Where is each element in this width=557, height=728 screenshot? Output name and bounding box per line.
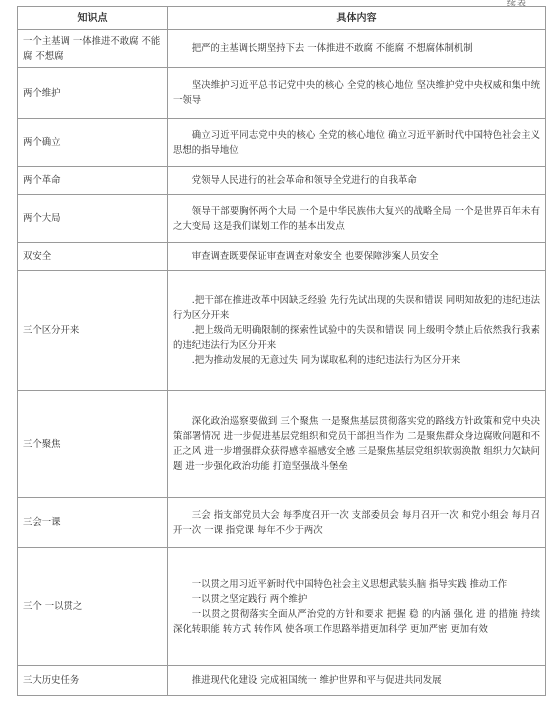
content-cell	[168, 119, 546, 167]
table-row	[18, 666, 546, 696]
content-cell	[168, 548, 546, 666]
content-line: 一以贯之用习近平新时代中国特色社会主义思想武装头脑 指导实践 推动工作	[191, 578, 508, 590]
content-line: 审查调查既要保证审查调查对象安全 也要保障涉案人员安全	[191, 251, 439, 262]
table-row	[18, 391, 546, 498]
knowledge-point-cell: 一个主基调 一体推进不敢腐 不能腐 不想腐	[18, 30, 168, 68]
content-line: .把为推动发展的无意过失 同为谋取私利的违纪违法行为区分开来	[191, 355, 461, 366]
content-line: .把干部在推进改革中因缺乏经验 先行先试出现的失误和错误 同明知故犯的违纪违法行为区分开来	[173, 295, 540, 321]
table-row	[18, 271, 546, 391]
content-line: 深化政治巡察要做到 三个聚焦 一是聚焦基层贯彻落实党的路线方针政策和党中央决策部署情况 进一步促进基层党组织和党员干部担当作为 二是聚焦群众身边腐败问题和不正之风 进一步增强群众获得感幸福感安全感 三是聚焦基层党组织软弱涣散 组织力欠缺问题 进一步强化政治功能 打造坚强战斗堡垒	[173, 416, 540, 472]
table-row	[18, 195, 546, 243]
content-cell	[168, 666, 546, 696]
knowledge-point-cell: 两个大局	[18, 195, 168, 243]
knowledge-point-cell: 三个聚焦	[18, 391, 168, 498]
knowledge-point-cell: 三个区分开来	[18, 271, 168, 391]
header-knowledge-point: 知识点	[18, 7, 168, 30]
table-header-row	[18, 7, 546, 30]
knowledge-point-cell: 三大历史任务	[18, 666, 168, 696]
header-content: 具体内容	[168, 7, 546, 30]
content-cell	[168, 30, 546, 68]
table-row	[18, 167, 546, 195]
content-cell	[168, 271, 546, 391]
content-line: 推进现代化建设 完成祖国统一 维护世界和平与促进共同发展	[191, 675, 442, 686]
content-cell	[168, 391, 546, 498]
knowledge-point-cell: 两个确立	[18, 119, 168, 167]
page-continuation-label: 续表	[506, 0, 527, 9]
content-line: 坚决维护习近平总书记党中央的核心 全党的核心地位 坚决维护党中央权威和集中统一领导	[173, 80, 540, 106]
table-row	[18, 119, 546, 167]
content-line: 党领导人民进行的社会革命和领导全党进行的自我革命	[191, 175, 417, 186]
content-cell	[168, 498, 546, 548]
table-row	[18, 30, 546, 68]
content-line: .把上级尚无明确限制的探索性试验中的失误和错误 同上级明令禁止后依然我行我素的违纪违法行为区分开来	[173, 325, 540, 351]
content-cell	[168, 243, 546, 271]
content-line: 一以贯之坚定践行 两个维护	[191, 593, 308, 605]
knowledge-point-cell: 两个维护	[18, 68, 168, 119]
content-line: 领导干部要胸怀两个大局 一个是中华民族伟大复兴的战略全局 一个是世界百年未有之大变局 这是我们谋划工作的基本出发点	[173, 205, 540, 232]
table-row	[18, 548, 546, 666]
table-row	[18, 68, 546, 119]
table-row	[18, 498, 546, 548]
content-line: 确立习近平同志党中央的核心 全党的核心地位 确立习近平新时代中国特色社会主义思想的指导地位	[173, 129, 540, 156]
content-line: 一以贯之贯彻落实全面从严治党的方针和要求 把握 稳 的内涵 强化 进 的措施 持续深化转职能 转方式 转作风 使各项工作思路举措更加科学 更加严密 更加有效	[173, 608, 540, 635]
content-cell	[168, 167, 546, 195]
content-line: 三会 指支部党员大会 每季度召开一次 支部委员会 每月召开一次 和党小组会 每月召开一次 一课 指党课 每年不少于两次	[173, 509, 540, 536]
knowledge-point-cell: 双安全	[18, 243, 168, 271]
table-row	[18, 243, 546, 271]
content-cell	[168, 68, 546, 119]
content-cell	[168, 195, 546, 243]
knowledge-point-cell: 两个革命	[18, 167, 168, 195]
knowledge-point-cell: 三会一课	[18, 498, 168, 548]
knowledge-table	[17, 6, 546, 696]
knowledge-point-cell: 三个 一以贯之	[18, 548, 168, 666]
content-line: 把严的主基调长期坚持下去 一体推进不敢腐 不能腐 不想腐体制机制	[191, 43, 473, 54]
